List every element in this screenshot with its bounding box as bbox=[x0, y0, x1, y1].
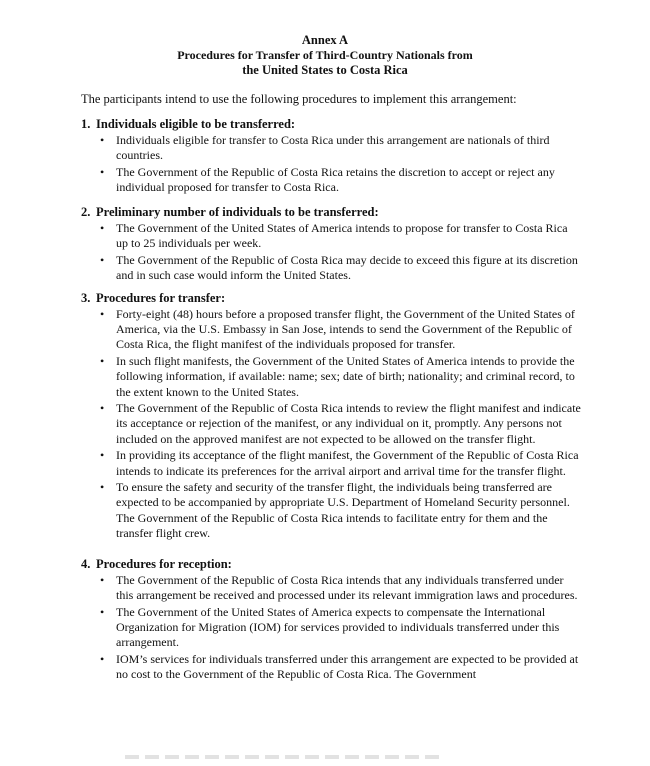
bullet-text: IOM’s services for individuals transferred under this arrangement are expected to be provided at no cost to the Government of the Republic of Costa Rica. The Government bbox=[116, 652, 579, 682]
bullet-text: Forty-eight (48) hours before a proposed transfer flight, the Government of the United States of America, via the U.S. Embassy in San Jose, intends to send the Government of the Republic of Costa Rica, the flight manifest of the individuals proposed for transfer. bbox=[116, 307, 575, 352]
bullet-item bbox=[81, 307, 581, 353]
bullet-item bbox=[81, 652, 581, 682]
bullet-list bbox=[81, 307, 581, 541]
faint-footer-text bbox=[125, 755, 445, 759]
section-heading bbox=[81, 116, 581, 132]
bullet-text: The Government of the United States of America expects to compensate the International Organization for Migration (IOM) for services provided to individuals transferred under this arrangement. bbox=[116, 604, 560, 650]
section-transfer-procedures bbox=[81, 290, 581, 543]
bullet-item bbox=[81, 448, 581, 478]
section-heading bbox=[81, 556, 581, 572]
section-title: Procedures for reception: bbox=[96, 557, 232, 571]
bullet-item bbox=[81, 480, 581, 541]
bullet-text: In such flight manifests, the Government of the United States of America intends to provide the following information, if available: name; sex; date of birth; nationality; and criminal record, to the extent known to the United States. bbox=[116, 354, 575, 399]
bullet-list bbox=[81, 573, 581, 682]
section-eligibility bbox=[81, 116, 581, 197]
bullet-icon: • bbox=[100, 480, 105, 495]
bullet-icon: • bbox=[100, 252, 105, 267]
section-reception-procedures bbox=[81, 556, 581, 684]
bullet-text: The Government of the Republic of Costa Rica may decide to exceed this figure at its discretion and in such case would inform the United States. bbox=[116, 252, 578, 283]
bullet-text: To ensure the safety and security of the transfer flight, the individuals being transferred are expected to be accompanied by appropriate U.S. Department of Homeland Security personnel. The Government of the Republic of Costa Rica intends to facilitate entry for them and the transfer flight crew. bbox=[116, 480, 570, 540]
bullet-item bbox=[81, 354, 581, 400]
bullet-item bbox=[81, 253, 581, 283]
bullet-text: The Government of the United States of America intends to propose for transfer to Costa Rica up to 25 individuals per week. bbox=[116, 221, 568, 251]
bullet-icon: • bbox=[100, 573, 105, 587]
bullet-item bbox=[81, 573, 581, 603]
bullet-icon: • bbox=[100, 604, 105, 619]
section-number: 3. bbox=[81, 291, 91, 305]
bullet-list bbox=[81, 221, 581, 283]
document-title-line-1: Procedures for Transfer of Third-Country Nationals from bbox=[177, 48, 473, 62]
bullet-text: In providing its acceptance of the flight manifest, the Government of the Republic of Costa Rica intends to indicate its preferences for the arrival airport and arrival time for the transfer flight. bbox=[116, 448, 579, 478]
bullet-icon: • bbox=[100, 164, 105, 179]
section-heading bbox=[81, 204, 581, 220]
bullet-item bbox=[81, 401, 581, 447]
section-heading bbox=[81, 290, 581, 306]
bullet-item bbox=[81, 605, 581, 651]
bullet-icon: • bbox=[100, 652, 105, 667]
bullet-icon: • bbox=[100, 221, 105, 235]
section-number: 2. bbox=[81, 205, 91, 219]
bullet-text: The Government of the Republic of Costa Rica retains the discretion to accept or reject any individual proposed for transfer to Costa Rica. bbox=[116, 164, 555, 195]
bullet-icon: • bbox=[100, 354, 105, 369]
bullet-item bbox=[81, 221, 581, 251]
bullet-item bbox=[81, 133, 581, 163]
bullet-icon: • bbox=[100, 307, 105, 321]
bullet-icon: • bbox=[100, 133, 105, 147]
bullet-icon: • bbox=[100, 401, 105, 416]
bullet-text: The Government of the Republic of Costa Rica intends that any individuals transferred under this arrangement be received and processed under its relevant immigration laws and procedures. bbox=[116, 573, 578, 603]
bullet-icon: • bbox=[100, 448, 105, 463]
bullet-item bbox=[81, 165, 581, 195]
section-number: 1. bbox=[81, 117, 91, 131]
bullet-text: Individuals eligible for transfer to Costa Rica under this arrangement are nationals of third countries. bbox=[116, 133, 550, 163]
bullet-text: The Government of the Republic of Costa Rica intends to review the flight manifest and indicate its acceptance or rejection of the manifest, or any individual on it, promptly. Any persons not included on the approved manifest are not expected to be allowed on the transfer flight. bbox=[116, 401, 581, 446]
document-title-line-2: the United States to Costa Rica bbox=[242, 63, 408, 77]
bullet-list bbox=[81, 133, 581, 195]
annex-label: Annex A bbox=[301, 33, 349, 47]
section-title: Individuals eligible to be transferred: bbox=[96, 117, 296, 131]
section-number: 4. bbox=[81, 557, 91, 571]
intro-paragraph: The participants intend to use the following procedures to implement this arrangement: bbox=[81, 92, 517, 106]
section-title: Procedures for transfer: bbox=[96, 291, 226, 305]
section-preliminary-number bbox=[81, 204, 581, 285]
section-title: Preliminary number of individuals to be transferred: bbox=[96, 205, 379, 219]
